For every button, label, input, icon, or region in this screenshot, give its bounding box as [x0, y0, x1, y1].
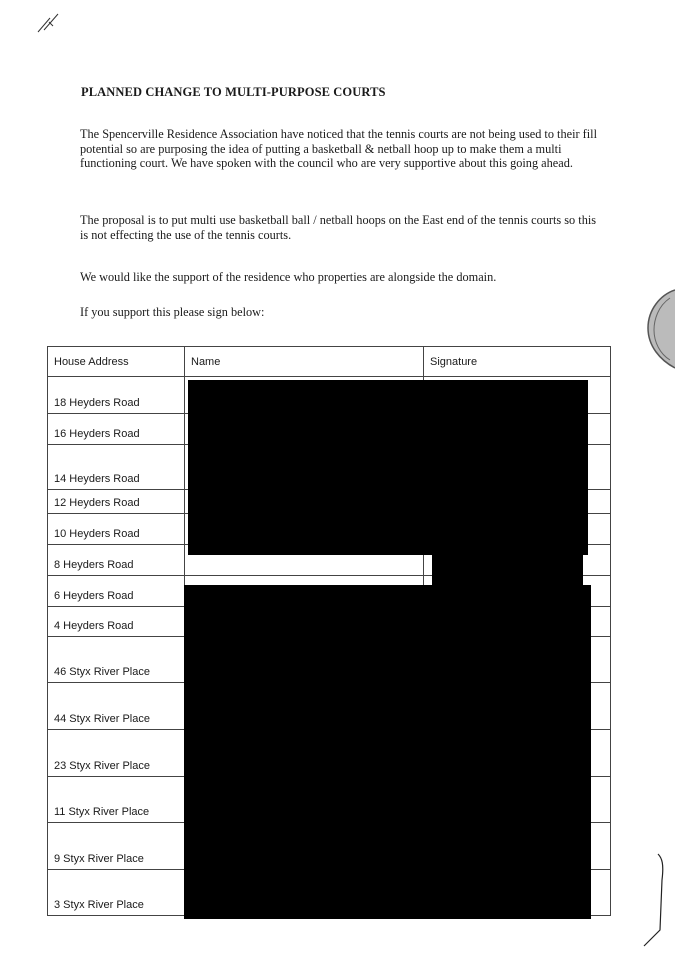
proposal-paragraph: The proposal is to put multi use basketball ball / netball hoops on the East end of the tennis courts so this is not effecting the use of the tennis courts.: [80, 213, 597, 242]
table-header-row: [48, 347, 611, 377]
address-cell: 16 Heyders Road: [48, 414, 185, 445]
pen-mark-icon: [36, 12, 62, 34]
address-cell: 46 Styx River Place: [48, 637, 185, 683]
support-request-paragraph: We would like the support of the residence who properties are alongside the domain.: [80, 270, 497, 284]
document-title: PLANNED CHANGE TO MULTI-PURPOSE COURTS: [81, 85, 386, 99]
address-cell: 23 Styx River Place: [48, 730, 185, 777]
address-cell: 18 Heyders Road: [48, 377, 185, 414]
header-house-address: House Address: [48, 347, 185, 377]
intro-paragraph: The Spencerville Residence Association have noticed that the tennis courts are not being used to their fill potential so are purposing the idea of putting a basketball & netball hoop up to make them a multi functioning court. We have spoken with the council who are very supportive about this going ahead.: [80, 127, 598, 171]
address-cell: 14 Heyders Road: [48, 445, 185, 490]
address-cell: 3 Styx River Place: [48, 870, 185, 916]
address-cell: 6 Heyders Road: [48, 576, 185, 607]
address-cell: 10 Heyders Road: [48, 514, 185, 545]
redaction-block: [188, 380, 588, 555]
address-cell: 44 Styx River Place: [48, 683, 185, 730]
address-cell: 8 Heyders Road: [48, 545, 185, 576]
header-signature: Signature: [424, 347, 611, 377]
pen-stroke-icon: [640, 850, 670, 950]
redaction-block: [432, 552, 583, 588]
binding-hole-icon: [640, 280, 675, 375]
address-cell: 12 Heyders Road: [48, 490, 185, 514]
sign-instruction: If you support this please sign below:: [80, 305, 265, 319]
header-name: Name: [185, 347, 424, 377]
redaction-block: [184, 585, 591, 919]
address-cell: 9 Styx River Place: [48, 823, 185, 870]
address-cell: 4 Heyders Road: [48, 607, 185, 637]
address-cell: 11 Styx River Place: [48, 777, 185, 823]
